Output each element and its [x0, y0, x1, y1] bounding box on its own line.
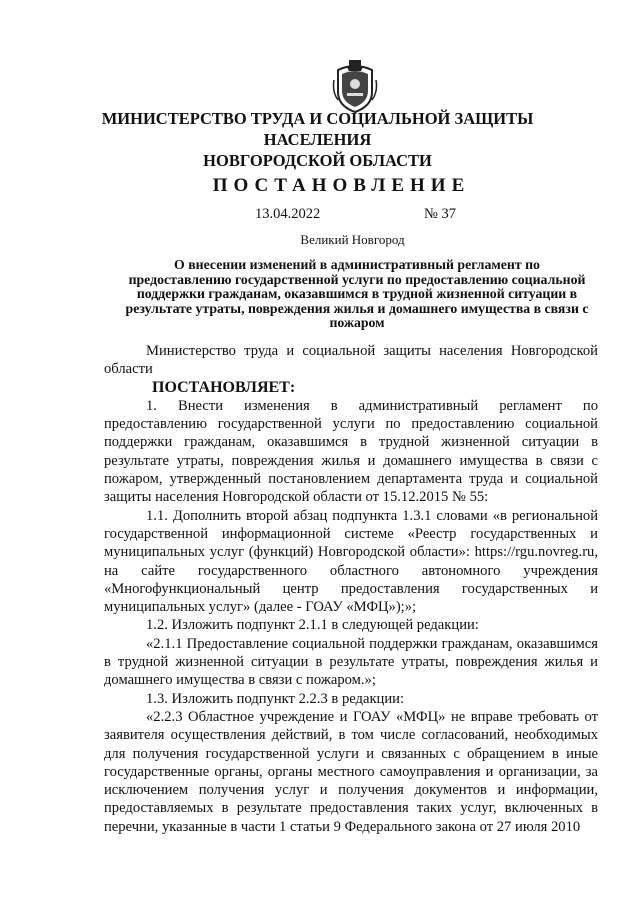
document-body	[104, 342, 598, 836]
ministry-line-1: МИНИСТЕРСТВО ТРУДА И СОЦИАЛЬНОЙ ЗАЩИТЫ НАСЕЛЕНИЯ	[101, 109, 534, 149]
document-city: Великий Новгород	[300, 232, 405, 247]
paragraph-1-3: 1.3. Изложить подпункт 2.2.3 в редакции:	[146, 690, 405, 707]
paragraph-1-2-text: «2.1.1 Предоставление социальной поддержки гражданам, оказавшимся в трудной жизненной ситуации в результате утраты, повреждения жилья и домашнего имущества в связи с пожаром.»;	[104, 635, 598, 689]
document-number: № 37	[424, 206, 456, 222]
coat-of-arms-icon	[332, 60, 378, 114]
document-date: 13.04.2022	[255, 206, 321, 222]
paragraph-1: 1. Внести изменения в административный регламент по предоставлению государственной услуги по предоставлению социальной поддержки гражданам, оказавшимся в трудной жизненной ситуации в результате утраты, повреждения жилья и домашнего имущества в связи с пожаром, утвержденный постановлением департамента труда и социальной защиты населения Новгородской области от 15.12.2015 № 55:	[104, 397, 598, 506]
ministry-name	[60, 108, 575, 171]
document-subject: О внесении изменений в административный регламент по предоставлению государственной услуги по предоставлению социальной поддержки гражданам, оказавшимся в трудной жизненной ситуации в результате утраты, повреждения жилья и домашнего имущества в связи с пожаром	[125, 257, 589, 330]
paragraph-1-3-text: «2.2.3 Областное учреждение и ГОАУ «МФЦ» не вправе требовать от заявителя осуществления действий, в том числе согласований, необходимых для получения государственной услуги и связанных с обращением в иные государственные органы, органы местного самоуправления и организации, за исключением получения услуг и получения документов и информации, предоставляемых в результате предоставления таких услуг, включенных в перечни, указанные в части 1 статьи 9 Федерального закона от 27 июля 2010	[104, 708, 598, 835]
document-type-title: ПОСТАНОВЛЕНИЕ	[212, 175, 471, 196]
ministry-line-2: НОВГОРОДСКОЙ ОБЛАСТИ	[203, 151, 432, 170]
intro-paragraph: Министерство труда и социальной защиты населения Новгородской области	[104, 343, 598, 378]
paragraph-1-1: 1.1. Дополнить второй абзац подпункта 1.3.1 словами «в региональной государственной информационной системе «Реестр государственных и муниципальных услуг (функций) Новгородской области»: https://rgu.novreg.ru, на сайте государственного областного автономного учреждения «Многофункциональный центр предоставления государственных и муниципальных услуг» (далее - ГОАУ «МФЦ»);»;	[104, 507, 598, 616]
decree-word: ПОСТАНОВЛЯЕТ:	[152, 378, 296, 396]
paragraph-1-2: 1.2. Изложить подпункт 2.1.1 в следующей редакции:	[146, 617, 479, 634]
